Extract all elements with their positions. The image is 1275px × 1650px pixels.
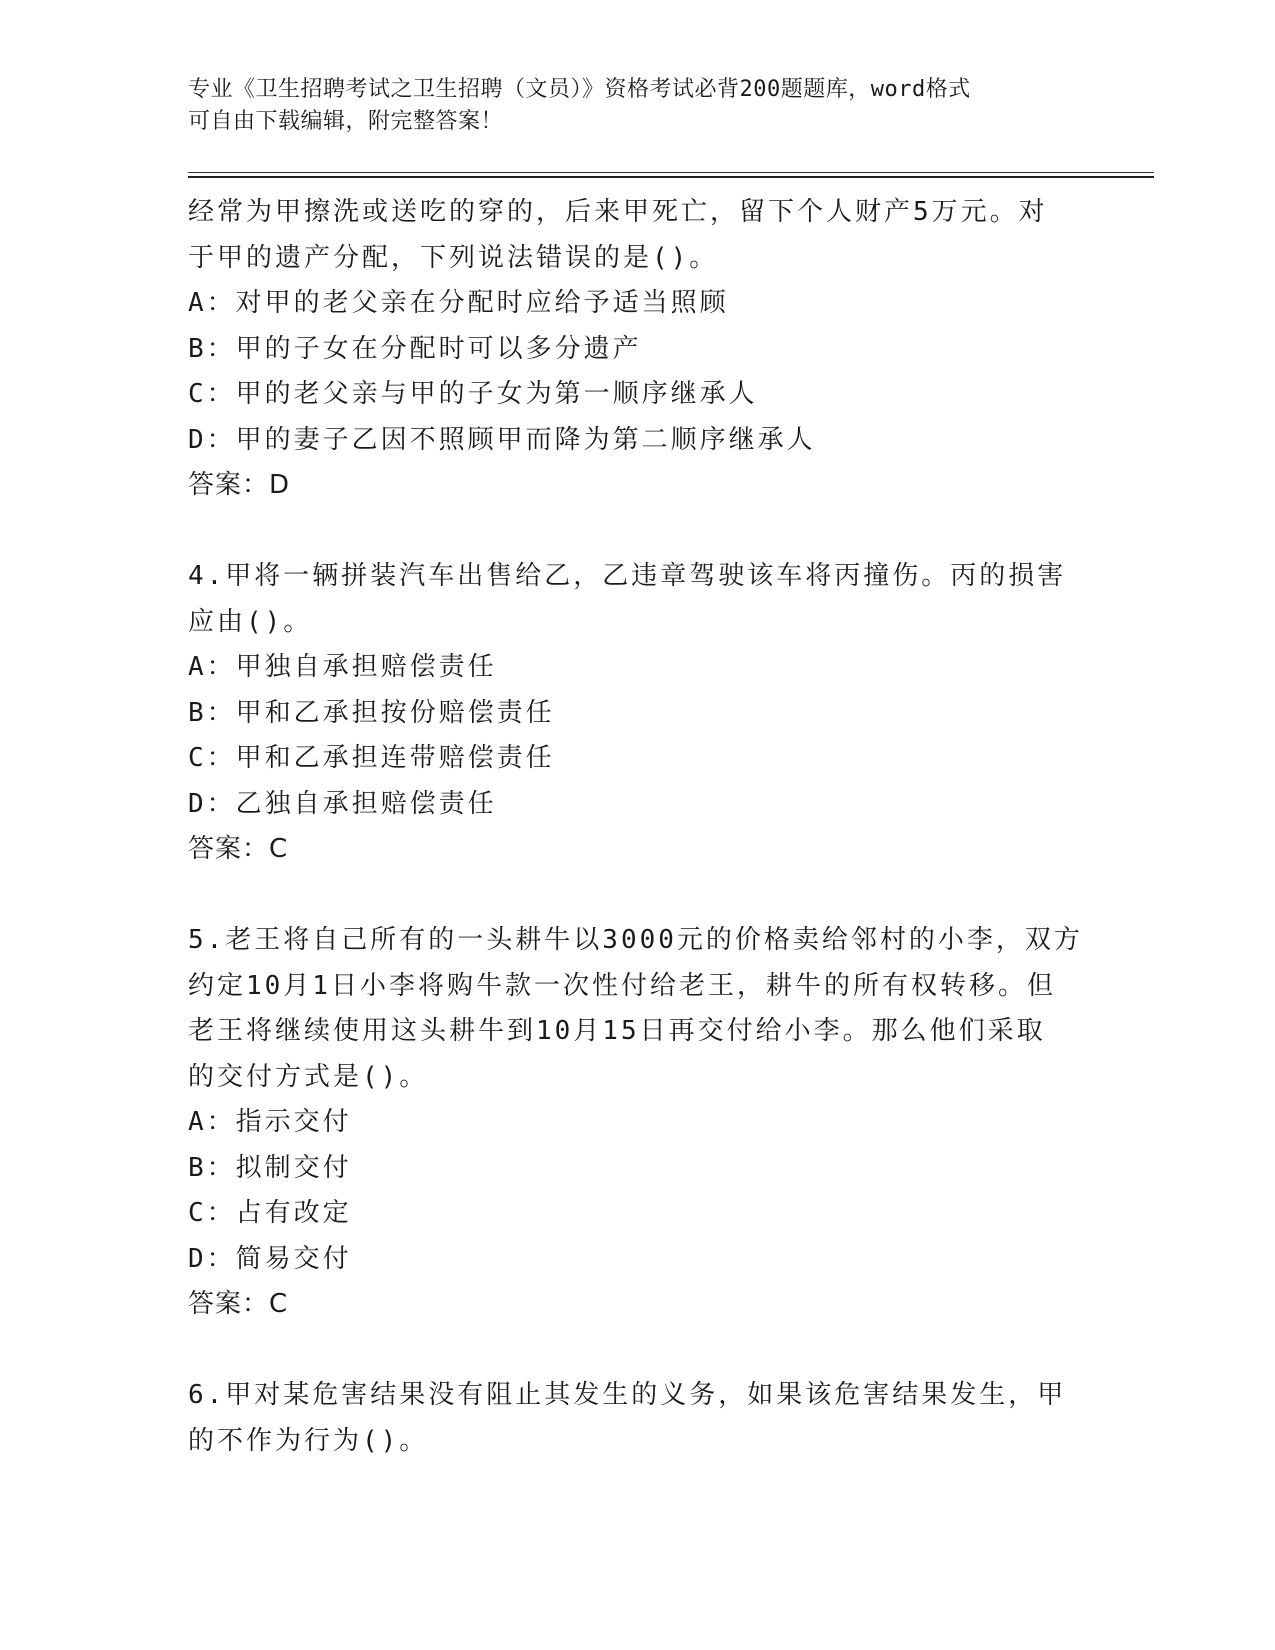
question-stem-line: 的交付方式是()。 [188,1061,429,1092]
option-b: B：甲的子女在分配时可以多分遗产 [188,333,642,364]
question-5 [188,918,1088,1328]
question-spacer [188,1328,1088,1374]
question-stem-line: 应由()。 [188,606,313,637]
option-b: B：甲和乙承担按份赔偿责任 [188,697,555,728]
header-title-line-1: 专业《卫生招聘考试之卫生招聘（文员）》资格考试必背200题题库，word格式 [188,77,971,102]
question-stem-line: 老王将继续使用这头耕牛到10月15日再交付给小李。那么他们采取 [188,1016,1046,1046]
question-spacer [188,873,1088,919]
question-stem-line: 经常为甲擦洗或送吃的穿的，后来甲死亡，留下个人财产5万元。对 [188,197,1048,227]
question-4 [188,554,1088,873]
header-divider-thick [188,176,1154,178]
option-b: B：拟制交付 [188,1152,352,1183]
question-stem-line: 约定10月1日小李将购牛款一次性付给老王，耕牛的所有权转移。但 [188,970,1056,1001]
question-3 [188,190,1088,509]
question-stem-line: 4.甲将一辆拼装汽车出售给乙，乙违章驾驶该车将丙撞伤。丙的损害 [188,561,1067,591]
option-c: C：甲和乙承担连带赔偿责任 [188,743,555,773]
option-a: A：甲独自承担赔偿责任 [188,652,497,682]
question-stem-line: 于甲的遗产分配，下列说法错误的是()。 [188,242,719,273]
question-spacer [188,509,1088,555]
header-title-line-2: 可自由下载编辑，附完整答案！ [188,109,504,134]
question-stem-line: 5.老王将自己所有的一头耕牛以3000元的价格卖给邻村的小李，双方 [188,925,1083,955]
option-d: D：简易交付 [188,1243,352,1274]
document-header [188,74,1088,138]
answer-line: 答案：C [188,834,289,864]
question-stem-line: 6.甲对某危害结果没有阻止其发生的义务，如果该危害结果发生，甲 [188,1380,1067,1410]
question-list [188,190,1088,1464]
option-d: D：乙独自承担赔偿责任 [188,788,497,819]
header-divider-thin [188,172,1154,173]
question-6 [188,1373,1088,1464]
option-a: A：指示交付 [188,1107,352,1137]
answer-line: 答案：D [188,470,291,500]
option-c: C：甲的老父亲与甲的子女为第一顺序继承人 [188,379,758,409]
question-stem-line: 的不作为行为()。 [188,1425,429,1456]
answer-line: 答案：C [188,1289,289,1319]
option-c: C：占有改定 [188,1198,352,1228]
option-a: A：对甲的老父亲在分配时应给予适当照顾 [188,288,729,318]
option-d: D：甲的妻子乙因不照顾甲而降为第二顺序继承人 [188,424,816,455]
